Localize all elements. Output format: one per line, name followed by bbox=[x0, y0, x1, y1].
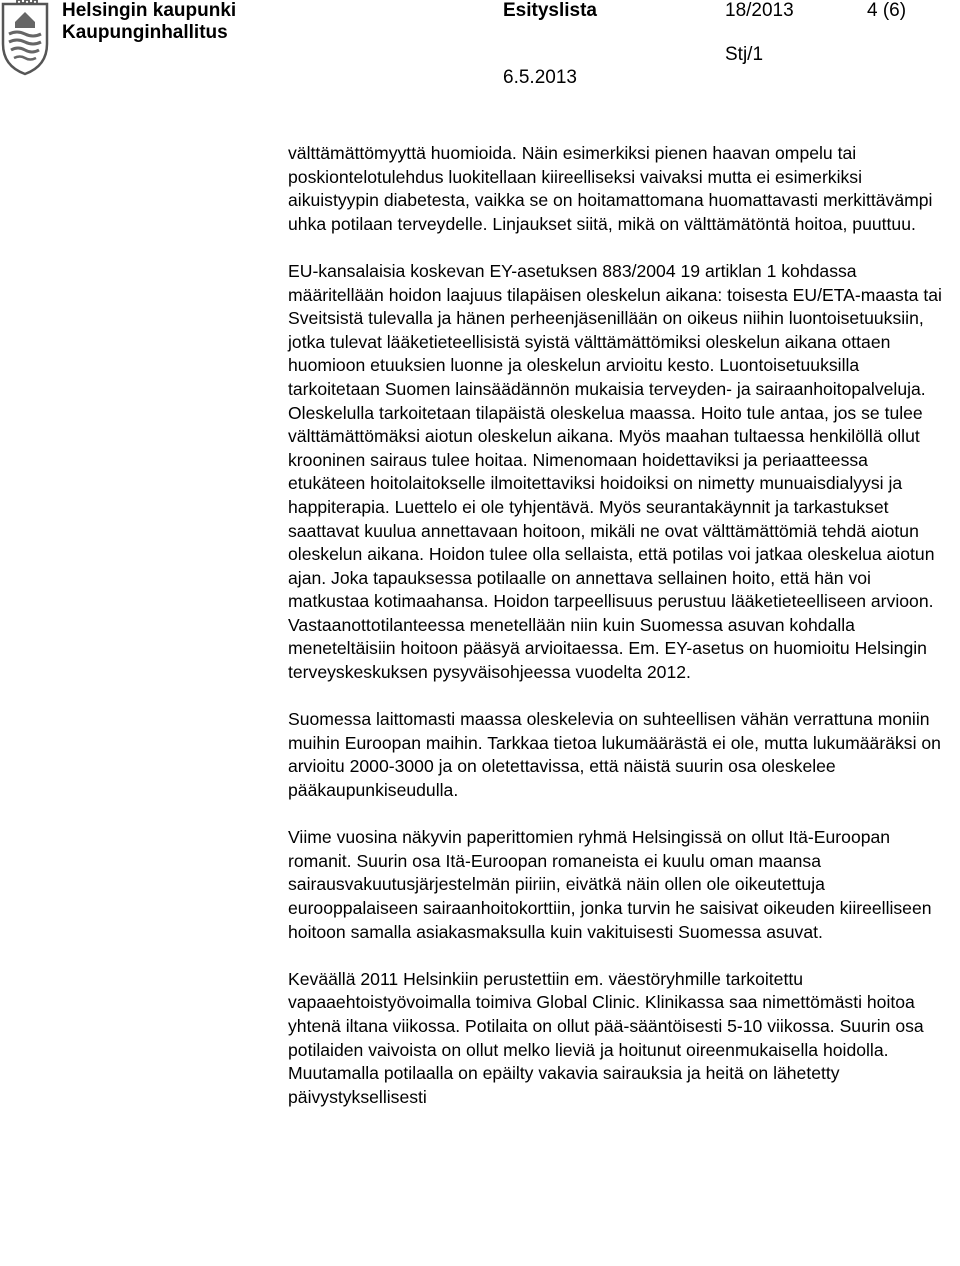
header-body: Kaupunginhallitus bbox=[62, 22, 228, 43]
paragraph: välttämättömyyttä huomioida. Näin esimerkiksi pienen haavan ompelu tai poskiontelotulehdus luokitellaan kiireelliseksi vaivaksi mutta ei esimerkiksi aikuistyypin diabetesta, vaikka se on hoitamattomana huomattavasti merkittävämpi uhka potilaan terveydelle. Linjaukset siitä, mikä on välttämätöntä hoitoa, puuttuu. bbox=[288, 143, 933, 234]
paragraph: EU-kansalaisia koskevan EY-asetuksen 883/2004 19 artiklan 1 kohdassa määritellään hoidon laajuus tilapäisen oleskelun aikana: toisesta EU/ETA-maasta tai Sveitsistä tulevalla ja hänen perheenjäsenillään on oikeus niihin luontoisetuuksiin, jotka tulevat lääketieteellisistä syistä välttämättömiksi oleskelun aikana ottaen huomioon etuuksien luonne ja oleskelun arvioitu kesto. Luontoisetuuksilla tarkoitetaan Suomen lainsäädännön mukaisia terveyden- ja sairaanhoitopalveluja. Oleskelulla tarkoitetaan tilapäistä oleskelua maassa. Hoito tule antaa, jos se tulee välttämättömäksi aiotun oleskelun aikana. Myös maahan tultaessa henkilöllä ollut krooninen sairaus tulee hoitaa. Nimenomaan hoidettaviksi ja periaatteessa etukäteen hoitolaitokselle ilmoitettaviksi hoidoiksi on nimetty munuaisdialyysi ja happiterapia. Luettelo ei ole tyhjentävä. Myös seurantakäynnit ja tarkastukset saattavat kuulua annettavaan hoitoon, mikäli ne ovat välttämättömiä tehdä aiotun oleskelun aikana. Hoidon tulee olla sellaista, että potilas voi jatkaa oleskelua aiotun ajan. Joka tapauksessa potilaalle on annettava sellainen hoito, että hän voi matkustaa kotimaahansa. Hoidon tarpeellisuus perustuu lääketieteelliseen arvioon. Vastaanottotilanteessa menetellään niin kuin Suomessa asuvan kohdalla meneteltäisiin hoitoon pääsyä arvioitaessa. Em. EY-asetus on huomioitu Helsingin terveyskeskuksen pysyväisohjeessa vuodelta 2012. bbox=[288, 260, 942, 683]
header-doc-number: 18/2013 bbox=[725, 0, 794, 21]
page-header bbox=[0, 0, 960, 95]
header-section: Stj/1 bbox=[725, 44, 764, 65]
paragraph: Keväällä 2011 Helsinkiin perustettiin em. väestöryhmille tarkoitettu vapaaehtoistyövoimalla toimiva Global Clinic. Klinikassa saa nimettömästi hoitoa yhtenä iltana viikossa. Potilaita on ollut pää-sääntöisesti 5-10 viikossa. Suurin osa potilaiden vaivoista on ollut melko lieviä ja hoitunut oireenmukaisella hoidolla. Muutamalla potilaalla on epäilty vakavia sairauksia ja heitä on lähetetty päivystyksellisesti bbox=[288, 968, 924, 1107]
header-page-number: 4 (6) bbox=[867, 0, 907, 21]
document-body bbox=[288, 142, 948, 1109]
paragraph: Viime vuosina näkyvin paperittomien ryhmä Helsingissä on ollut Itä-Euroopan romanit. Suurin osa Itä-Euroopan romaneista ei kuulu oman maansa sairausvakuutusjärjestelmän piiriin, eivätkä näin ollen ole oikeutettuja eurooppalaiseen sairaanhoitokorttiin, jonka turvin he saisivat oikeuden kiireelliseen hoitoon samalla asiakasmaksulla kuin vakituisesti Suomessa asuvat. bbox=[288, 827, 932, 942]
header-doc-type: Esityslista bbox=[503, 0, 597, 21]
header-date: 6.5.2013 bbox=[503, 67, 577, 88]
helsinki-crest-icon bbox=[0, 0, 50, 76]
paragraph: Suomessa laittomasti maassa oleskelevia on suhteellisen vähän verrattuna moniin muihin Euroopan maihin. Tarkkaa tietoa lukumäärästä ei ole, mutta lukumääräksi on arvioitu 2000-3000 ja on oletettavissa, että näistä suurin osa oleskelee pääkaupunkiseudulla. bbox=[288, 709, 941, 801]
header-org: Helsingin kaupunki bbox=[62, 0, 237, 21]
